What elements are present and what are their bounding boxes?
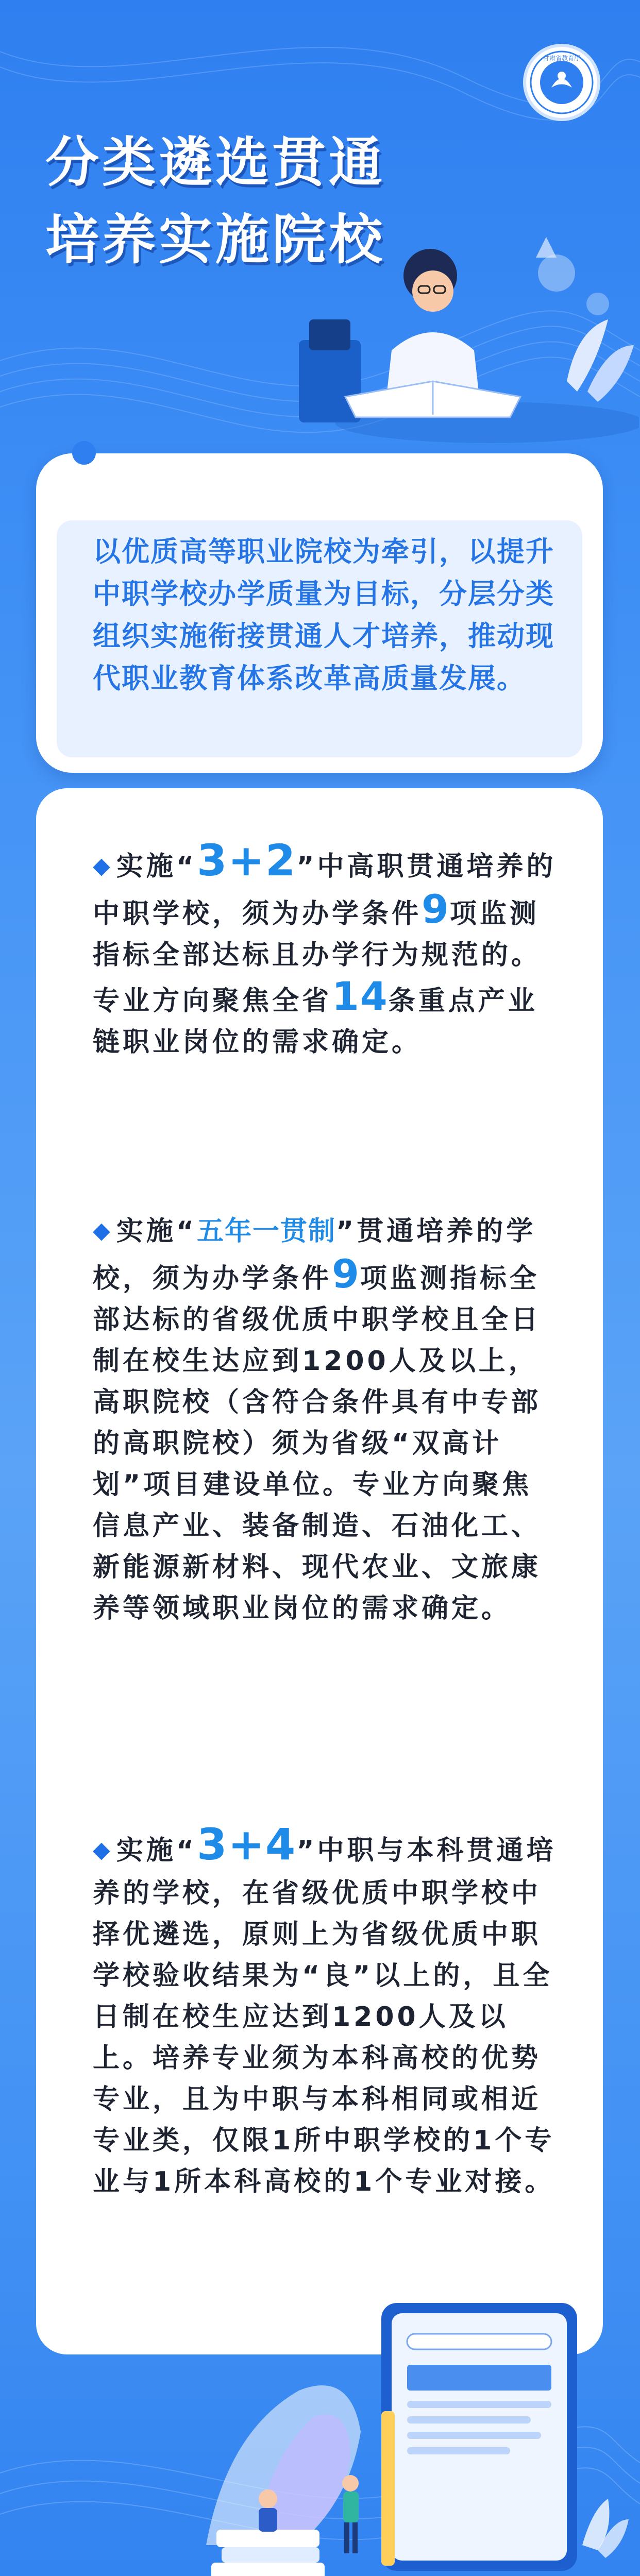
program-name: 3+4	[197, 1819, 297, 1870]
card-tab-dot	[72, 441, 96, 465]
diamond-bullet-icon: ◆	[93, 1217, 113, 1244]
reading-woman-illustration	[268, 227, 639, 443]
students-books-illustration	[196, 2329, 464, 2576]
intro-text: 以优质高等职业院校为牵引，以提升中职学校办学质量为目标，分层分类组织实施衔接贯通人才培养，推动现代职业教育体系改革高质量发展。	[93, 535, 554, 694]
requirement-item-3plus2: ◆ 实施“3+2”中高职贯通培养的中职学校，须为办学条件9项监测指标全部达标且办学行为规范的。专业方向聚焦全省14条重点产业链职业岗位的需求确定。	[93, 835, 557, 1058]
requirement-item-3plus4: ◆ 实施“3+4”中职与本科贯通培养的学校，在省级优质中职学校中择优遴选，原则上为省级优质中职学校验收结果为“良”以上的，且全日制在校生应达到1200人及以上。培养专业须为本科高校的优势专业，且为中职与本科相同或相近专业类，仅限1所中职学校的1个专业与1所本科高校的1个专业对接。	[93, 1819, 557, 2197]
title-line-1: 分类遴选贯通	[45, 131, 386, 194]
education-emblem-icon	[528, 49, 595, 116]
program-name: 五年一贯制	[197, 1216, 336, 1247]
industry-chain-count: 14	[332, 973, 389, 1019]
education-department-logo	[523, 44, 600, 121]
indicator-count: 9	[422, 886, 450, 932]
requirement-item-five-year: ◆ 实施“五年一贯制”贯通培养的学校，须为办学条件9项监测指标全部达标的省级优质中职学校且全日制在校生达应到1200人及以上，高职院校（含符合条件具有中专部的高职院校）须为省级“双高计划”项目建设单位。专业方向聚焦信息产业、装备制造、石油化工、新能源新材料、现代农业、文旅康养等领域职业岗位的需求确定。	[93, 1216, 542, 1624]
diamond-bullet-icon: ◆	[93, 853, 113, 879]
indicator-count: 9	[332, 1251, 360, 1297]
diamond-bullet-icon: ◆	[93, 1837, 113, 1863]
svg-text:甘肃省教育厅: 甘肃省教育厅	[543, 55, 581, 62]
title-line-2: 培养实施院校	[45, 208, 386, 271]
program-name: 3+2	[197, 835, 297, 886]
